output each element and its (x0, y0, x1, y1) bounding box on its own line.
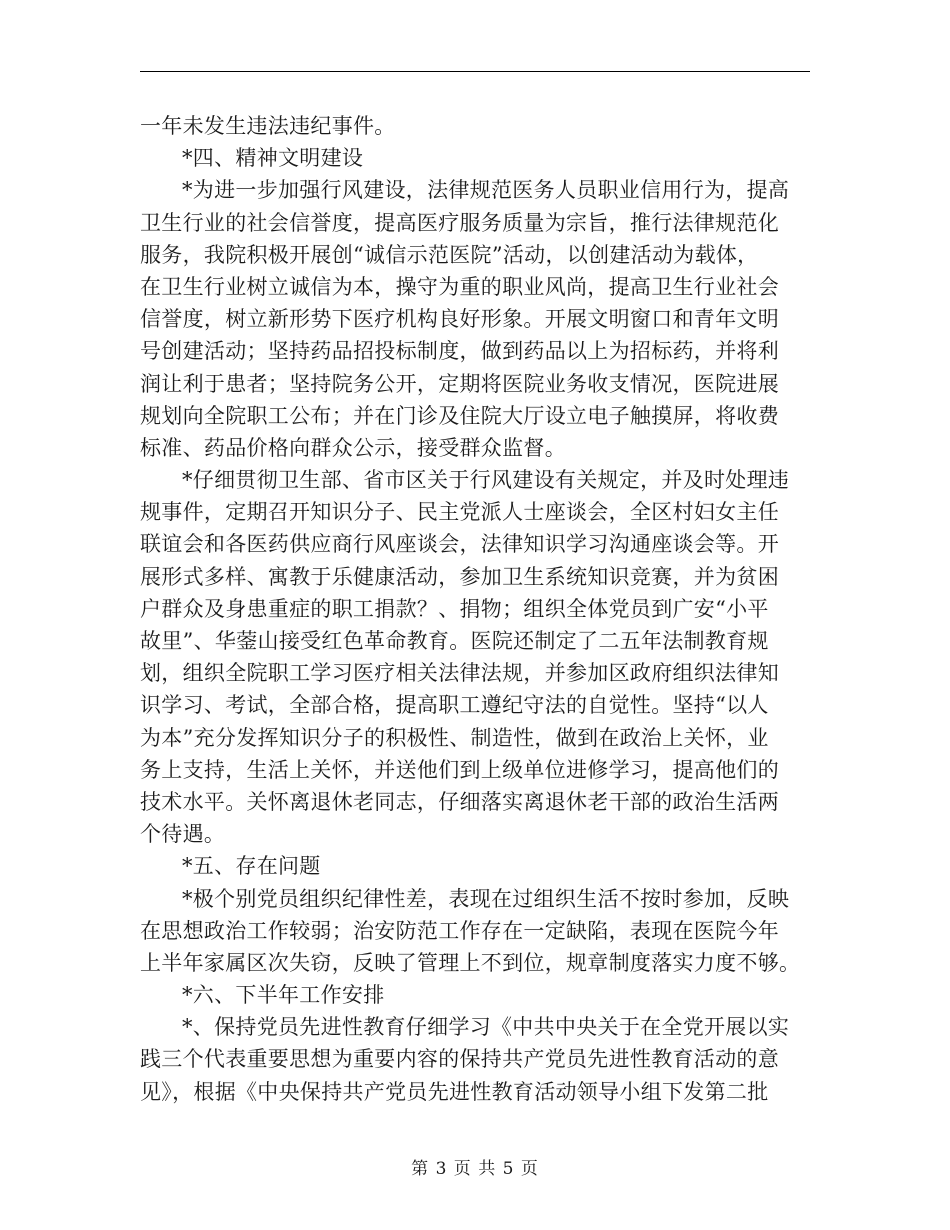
text-line: *仔细贯彻卫生部、省市区关于行风建设有关规定，并及时处理违 (182, 468, 790, 493)
text-line: 服务，我院积极开展创“诚信示范医院”活动，以创建活动为载体， (140, 242, 759, 267)
text-line: 号创建活动；坚持药品招投标制度，做到药品以上为招标药，并将利 (140, 339, 779, 364)
text-line: 规划向全院职工公布；并在门诊及住院大厅设立电子触摸屏，将收费 (140, 403, 779, 428)
text-line: 在思想政治工作较弱；治安防范工作存在一定缺陷，表现在医院今年 (140, 918, 779, 943)
text-line: 润让利于患者；坚持院务公开，定期将医院业务收支情况，医院进展 (140, 371, 779, 396)
text-line: *、保持党员先进性教育仔细学习《中共中央关于在全党开展以实 (182, 1015, 790, 1040)
header-rule (140, 71, 810, 72)
text-line: 务上支持，生活上关怀，并送他们到上级单位进修学习，提高他们的 (140, 757, 779, 782)
text-line: 技术水平。关怀离退休老同志，仔细落实离退休老干部的政治生活两 (140, 789, 779, 814)
text-line: 识学习、考试，全部合格，提高职工遵纪守法的自觉性。坚持“以人 (140, 693, 769, 718)
page-number: 第 3 页 共 5 页 (411, 1159, 539, 1179)
text-line: *为进一步加强行风建设，法律规范医务人员职业信用行为，提高 (182, 178, 790, 203)
text-line: 为本”充分发挥知识分子的积极性、制造性，做到在政治上关怀，业 (140, 725, 769, 750)
text-line: 故里”、华蓥山接受红色革命教育。医院还制定了二五年法制教育规 (140, 629, 769, 653)
text-line: 上半年家属区次失窃，反映了管理上不到位，规章制度落实力度不够。 (140, 950, 801, 975)
text-line: *五、存在问题 (182, 854, 321, 879)
text-line: 在卫生行业树立诚信为本，操守为重的职业风尚，提高卫生行业社会 (140, 274, 779, 299)
text-line: 规事件，定期召开知识分子、民主党派人士座谈会，全区村妇女主任 (140, 500, 779, 525)
text-line: 见》，根据《中央保持共产党员先进性教育活动领导小组下发第二批 (140, 1079, 769, 1104)
text-line: *四、精神文明建设 (182, 146, 364, 171)
text-line: *极个别党员组织纪律性差，表现在过组织生活不按时参加，反映 (182, 886, 790, 911)
text-line: 个待遇。 (140, 822, 226, 847)
text-line: 联谊会和各医药供应商行风座谈会，法律知识学习沟通座谈会等。开 (140, 532, 779, 557)
text-line: 卫生行业的社会信誉度，提高医疗服务质量为宗旨，推行法律规范化 (140, 210, 779, 235)
text-line: *六、下半年工作安排 (182, 983, 385, 1008)
text-line: 践三个代表重要思想为重要内容的保持共产党员先进性教育活动的意 (140, 1047, 779, 1072)
text-line: 标准、药品价格向群众公示，接受群众监督。 (140, 435, 566, 460)
text-line: 展形式多样、寓教于乐健康活动，参加卫生系统知识竞赛，并为贫困 (140, 564, 779, 589)
text-line: 一年未发生违法违纪事件。 (140, 114, 396, 138)
document-body (140, 110, 810, 1108)
text-line: 信誉度，树立新形势下医疗机构良好形象。开展文明窗口和青年文明 (140, 307, 779, 332)
page-footer (0, 1154, 950, 1179)
text-line: 户群众及身患重症的职工捐款？、捐物；组织全体党员到广安“小平 (140, 596, 769, 621)
text-line: 划，组织全院职工学习医疗相关法律法规，并参加区政府组织法律知 (140, 661, 779, 686)
